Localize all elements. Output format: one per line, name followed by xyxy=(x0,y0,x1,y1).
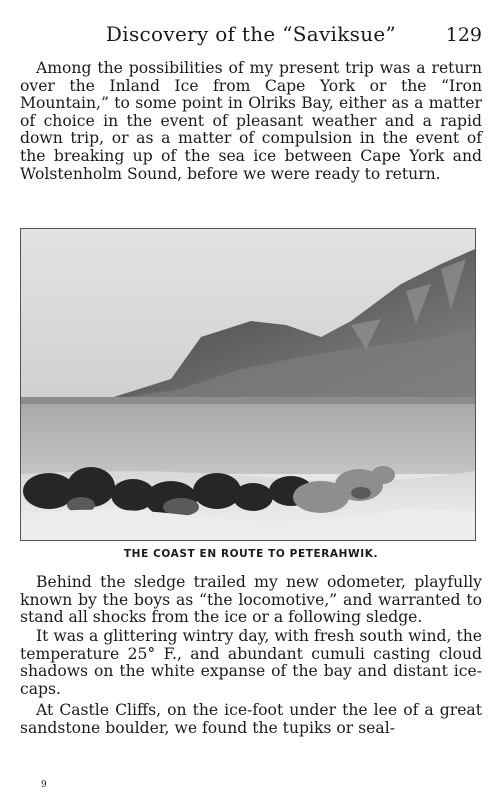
running-head xyxy=(20,22,482,48)
paragraph-1: Among the possibilities of my present trip was a return over the Inland Ice from Cape York or the “Iron Mountain,” to some point in Olriks Bay, either as a matter of choice in the event of pleasant weather and a rapid down trip, or as a matter of compulsion in the event of the breaking up of the sea ice between Cape York and Wolstenholm Sound, before we were ready to return. xyxy=(20,59,482,183)
figure-caption: THE COAST EN ROUTE TO PETERAHWIK. xyxy=(123,548,379,560)
photo-figure xyxy=(20,228,476,541)
paragraph-3: It was a glittering wintry day, with fresh south wind, the temperature 25° F., and abundant cumuli casting cloud shadows on the white expanse of the bay and distant ice-caps. xyxy=(20,627,482,698)
photo-coast-sledge-dogs xyxy=(21,229,475,540)
paragraph-2: Behind the sledge trailed my new odometer, playfully known by the boys as “the locomotive,” and warranted to stand all shocks from the ice or a following sledge. xyxy=(20,573,482,627)
running-title: Discovery of the “Saviksue” xyxy=(105,22,397,46)
paragraph-4: At Castle Cliffs, on the ice-foot under the lee of a great sandstone boulder, we found the tupiks or seal- xyxy=(20,701,482,737)
page-number: 129 xyxy=(445,24,482,46)
signature-mark: 9 xyxy=(41,780,47,790)
